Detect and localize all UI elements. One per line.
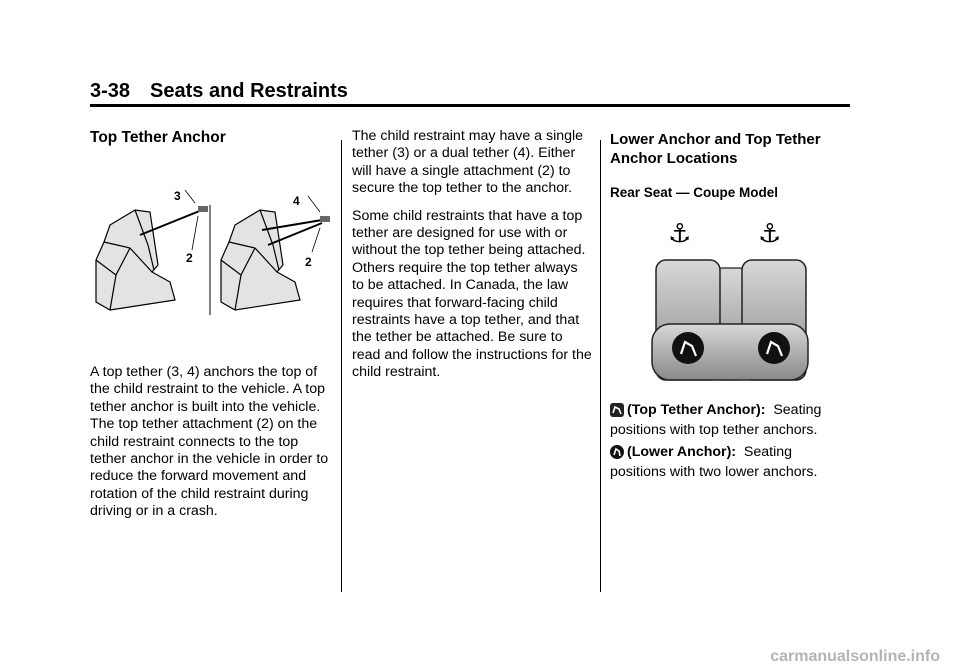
header-rule xyxy=(90,104,850,107)
page-number: 3-38 xyxy=(90,80,131,102)
heading-anchor-locations: Lower Anchor and Top Tether Anchor Locations xyxy=(610,131,821,167)
top-tether-icon-left xyxy=(668,220,691,249)
tether-requirements-paragraph: Some child restraints that have a top tether are designed for use with or without the top tether being attached. Others require the top tether always to be attached. In Canada, the law requires that forward-facing child restraints have a top tether, and that the tether be attached. Be sure to read and follow the instructions for the child restraint. xyxy=(352,207,592,381)
top-tether-symbol-icon xyxy=(610,403,624,422)
tether-hook xyxy=(198,206,208,212)
label-4: 4 xyxy=(293,194,300,208)
column-3 xyxy=(610,128,850,201)
column-divider-1 xyxy=(341,140,342,592)
label-2-left: 2 xyxy=(186,251,193,265)
lower-anchor-symbol-icon xyxy=(610,445,624,464)
legend-lower-anchor: (Lower Anchor): Seating positions with two lower anchors. xyxy=(610,444,818,481)
lower-anchor-icon-left xyxy=(672,332,704,364)
label-3: 3 xyxy=(174,190,181,203)
watermark: carmanualsonline.info xyxy=(770,648,940,665)
svg-text:⚓: ⚓ xyxy=(668,220,692,249)
column-2 xyxy=(352,128,592,382)
legend-top-tether: (Top Tether Anchor): Seating positions with top tether anchors. xyxy=(610,402,822,439)
label-2-right: 2 xyxy=(305,255,312,269)
column-1 xyxy=(90,128,330,147)
page-header xyxy=(90,80,850,103)
rear-seat-diagram xyxy=(650,220,810,390)
lower-anchor-icon-right xyxy=(758,332,790,364)
tether-illustration xyxy=(90,190,335,320)
section-title: Seats and Restraints xyxy=(150,80,348,102)
subheading-coupe-model: Rear Seat — Coupe Model xyxy=(610,185,779,200)
column-divider-2 xyxy=(600,140,601,592)
svg-text:⚓: ⚓ xyxy=(758,220,782,249)
heading-top-tether-anchor: Top Tether Anchor xyxy=(90,129,226,146)
top-tether-icon-right xyxy=(758,220,781,249)
top-tether-description: A top tether (3, 4) anchors the top of the child restraint to the vehicle. A top tether anchor is built into the vehicle. The top tether attachment (2) on the child restraint connects to the top tether anchor in the vehicle in order to reduce the forward movement and rotation of the child restraint during driving or in a crash. xyxy=(90,364,329,520)
tether-types-paragraph: The child restraint may have a single tether (3) or a dual tether (4). Either will have a single attachment (2) to secure the top tether to the anchor. xyxy=(352,128,584,197)
dual-tether-hook xyxy=(320,216,330,222)
